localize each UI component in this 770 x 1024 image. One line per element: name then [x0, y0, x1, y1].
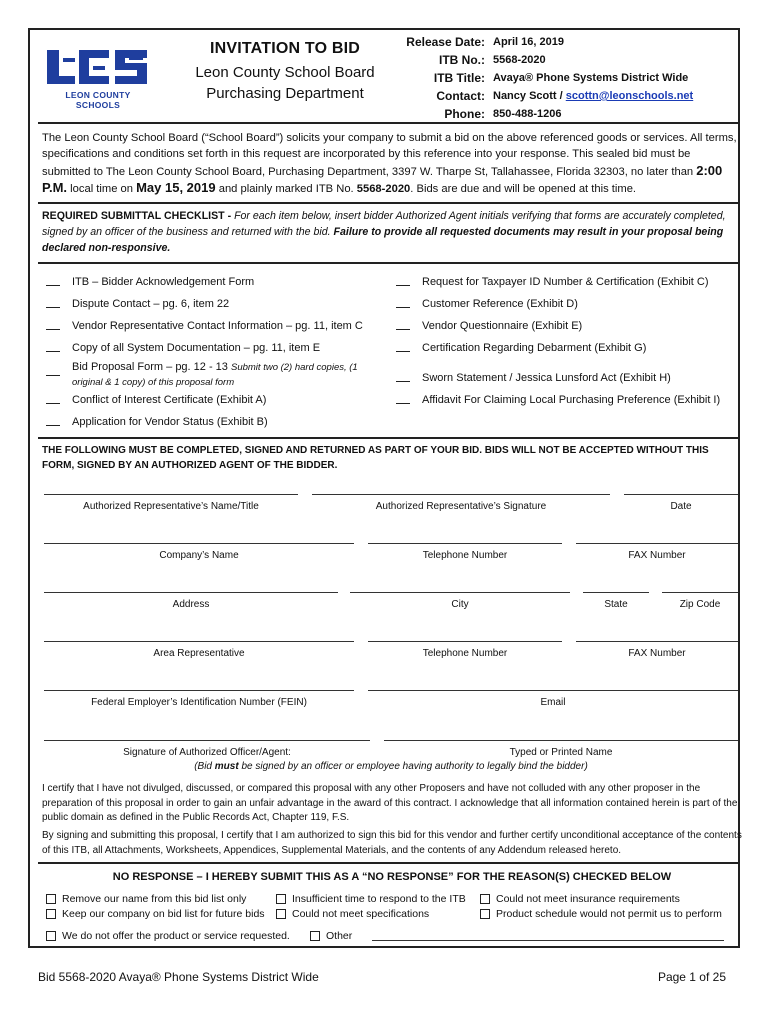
itb-no-label: ITB No.: — [439, 53, 485, 67]
contact-value — [493, 90, 693, 102]
contact-name: Nancy Scott / — [493, 90, 566, 102]
checklist-item — [396, 342, 646, 354]
checklist-item — [46, 360, 386, 390]
release-date-row — [395, 33, 735, 51]
checklist-item — [396, 320, 582, 332]
mandatory-notice: THE FOLLOWING MUST BE COMPLETED, SIGNED AND RETURNED AS PART OF YOUR BID. BIDS WILL NOT BE ACCEPTED WITHOUT THIS FORM, SIGNED BY AN AUTHORIZED AGENT OF THE BIDDER. — [42, 445, 709, 471]
zip-label: Zip Code — [679, 599, 721, 610]
checklist-item-label: Vendor Questionnaire (Exhibit E) — [422, 320, 583, 332]
officer-signature-label: Signature of Authorized Officer/Agent: — [123, 747, 291, 758]
option-label: Remove our name from this bid list only — [62, 893, 247, 905]
option-label: Product schedule would not permit us to perform — [496, 908, 722, 920]
option-label: Insufficient time to respond to the ITB — [292, 893, 466, 905]
address-line[interactable] — [44, 592, 338, 593]
no-response-option-other[interactable] — [310, 930, 352, 942]
zip-line[interactable] — [662, 592, 738, 593]
due-time: 2:00 P.M. — [42, 162, 723, 195]
certification-authority: By signing and submitting this proposal, I certify that I am authorized to sign this bid for this vendor and further certify unconditional acceptance of the contents of this ITB, all Attachments, Worksheets, Appendices, Supplemental Materials, and the contents of any Addendum released hereto. — [42, 830, 742, 856]
no-response-option[interactable] — [480, 908, 722, 920]
option-label: We do not offer the product or service requested. — [62, 930, 290, 942]
checklist-warning: Failure to provide all requested documents may result in your proposal being declared non-responsive. — [42, 226, 724, 254]
initials-blank[interactable] — [46, 416, 60, 426]
initials-blank[interactable] — [46, 276, 60, 286]
itb-title-row — [395, 69, 735, 87]
certification-collusion: I certify that I have not divulged, discussed, or compared this proposal with any other Proposers and have not colluded with any other proposer in the preparation of this proposal in order to gain an unfair advantage in the award of this contract. I acknowledge that all information contained herein is part of the public domain as defined in the Public Records Act, Chapter 119, F.S. — [42, 783, 738, 823]
itb-number: 5568-2020 — [356, 182, 411, 195]
signature-note-text: be signed by an officer or employee having authority to legally bind the bidder) — [238, 761, 588, 772]
page-title: INVITATION TO BID — [209, 40, 361, 57]
initials-blank[interactable] — [46, 394, 60, 404]
company-label: Company’s Name — [159, 550, 239, 561]
phone-value: 850-488-1206 — [493, 108, 562, 120]
initials-blank[interactable] — [396, 394, 410, 404]
checklist-item-label — [72, 360, 386, 390]
rep-signature-line[interactable] — [312, 494, 610, 495]
rep-name-line[interactable] — [44, 494, 298, 495]
no-response-option[interactable] — [46, 908, 265, 920]
no-response-option[interactable] — [46, 893, 246, 905]
checklist-item-label: Copy of all System Documentation – pg. 11, item E — [72, 342, 321, 354]
checkbox[interactable] — [46, 931, 56, 941]
fein-line[interactable] — [44, 690, 354, 691]
checklist-item-label: Customer Reference (Exhibit D) — [422, 298, 578, 310]
area-rep-line[interactable] — [44, 641, 354, 642]
checklist-item-label: Certification Regarding Debarment (Exhibit G) — [422, 342, 647, 354]
checklist-item — [396, 298, 578, 310]
leon-county-schools-logo — [45, 48, 151, 110]
checklist-item — [46, 276, 254, 288]
intro-text: and plainly marked ITB No. — [215, 182, 357, 195]
signature-note-emphasis: must — [214, 761, 239, 772]
checkbox[interactable] — [276, 909, 286, 919]
intro-text: The Leon County School Board (“School Board”) solicits your company to submit a bid on the above referenced goods or services. All terms, specifications and conditions set forth in this request are incorporated by this reference into your response. This sealed bid must be submitted to The Leon County School Board, Purchasing Department, 3397 W. Tharpe St, Tallahassee, Florida 32303, no later than — [42, 132, 737, 178]
itb-no-row — [395, 51, 735, 69]
bid-form-note: Submit two (2) hard copies, (1 original & 1 copy) of this proposal form — [72, 362, 358, 388]
title-block — [170, 40, 400, 102]
fax2-line[interactable] — [576, 641, 738, 642]
checkbox[interactable] — [46, 894, 56, 904]
initials-blank[interactable] — [396, 372, 410, 382]
phone2-line[interactable] — [368, 641, 562, 642]
checklist-item — [46, 320, 363, 332]
phone-row — [395, 105, 735, 123]
checklist-item — [46, 342, 320, 354]
area-rep-label: Area Representative — [153, 648, 245, 659]
state-label: State — [604, 599, 628, 610]
itb-no-value: 5568-2020 — [493, 54, 546, 66]
divider — [38, 262, 738, 264]
release-date-label: Release Date: — [406, 35, 485, 49]
rep-signature-label: Authorized Representative’s Signature — [375, 501, 547, 512]
checklist-item-label: Dispute Contact – pg. 6, item 22 — [72, 298, 230, 310]
checklist-item — [46, 416, 268, 428]
checklist-item — [46, 394, 266, 406]
no-response-option[interactable] — [46, 930, 290, 942]
due-date: May 15, 2019 — [136, 179, 216, 195]
checklist-item — [396, 372, 671, 384]
checklist-body: For each item below, insert bidder Authorized Agent initials verifying that forms are accurately completed, signed by an officer of the business and returned with the bid. — [42, 210, 726, 238]
initials-blank[interactable] — [46, 342, 60, 352]
checklist-item — [396, 276, 709, 288]
email-label: Email — [540, 697, 566, 708]
date-line[interactable] — [624, 494, 738, 495]
itb-title-value: Avaya® Phone Systems District Wide — [493, 72, 689, 84]
phone-line[interactable] — [368, 543, 562, 544]
phone2-label: Telephone Number — [422, 648, 508, 659]
no-response-title: NO RESPONSE – I HEREBY SUBMIT THIS AS A “NO RESPONSE” FOR THE REASON(S) CHECKED BELOW — [112, 871, 672, 883]
intro-text: . Bids are due and will be opened at this time. — [410, 182, 637, 195]
initials-blank[interactable] — [396, 276, 410, 286]
initials-blank[interactable] — [396, 320, 410, 330]
option-label: Other — [326, 930, 353, 942]
option-label: Could not meet insurance requirements — [496, 893, 680, 905]
itb-meta — [395, 33, 735, 123]
option-label: Keep our company on bid list for future bids — [62, 908, 265, 920]
divider — [38, 202, 738, 204]
signature-note — [44, 761, 738, 772]
checkbox[interactable] — [46, 909, 56, 919]
officer-signature-line[interactable] — [44, 740, 370, 741]
checkbox[interactable] — [480, 894, 490, 904]
fein-label: Federal Employer’s Identification Number (FEIN) — [91, 697, 307, 708]
date-label: Date — [670, 501, 692, 512]
initials-blank[interactable] — [396, 342, 410, 352]
company-line[interactable] — [44, 543, 354, 544]
option-label: Could not meet specifications — [292, 908, 430, 920]
department-name: Purchasing Department — [206, 85, 364, 102]
itb-title-label: ITB Title: — [433, 71, 485, 85]
intro-text: local time on — [67, 182, 137, 195]
address-label: Address — [172, 599, 210, 610]
divider — [38, 862, 738, 864]
no-response-option[interactable] — [276, 908, 429, 920]
footer-page-number: Page 1 of 25 — [657, 970, 726, 984]
fax2-label: FAX Number — [628, 648, 686, 659]
initials-blank[interactable] — [46, 298, 60, 308]
phone-field-label: Telephone Number — [422, 550, 508, 561]
intro-paragraph — [42, 130, 737, 197]
divider — [38, 437, 738, 439]
checklist-item-label: Vendor Representative Contact Information – pg. 11, item C — [72, 320, 363, 332]
initials-blank[interactable] — [396, 298, 410, 308]
state-line[interactable] — [583, 592, 649, 593]
typed-name-line[interactable] — [384, 740, 738, 741]
rep-name-label: Authorized Representative’s Name/Title — [83, 501, 259, 512]
bid-form-label: Bid Proposal Form – pg. 12 - 13 — [72, 361, 228, 373]
checklist-item — [46, 298, 229, 310]
contact-label: Contact: — [436, 89, 485, 103]
contact-email-link[interactable]: scottn@leonschools.net — [565, 90, 694, 102]
release-date-value: April 16, 2019 — [493, 36, 564, 48]
typed-name-label: Typed or Printed Name — [509, 747, 613, 758]
checkbox[interactable] — [310, 931, 320, 941]
checkbox[interactable] — [276, 894, 286, 904]
city-line[interactable] — [350, 592, 570, 593]
checklist-item-label: ITB – Bidder Acknowledgement Form — [72, 276, 255, 288]
initials-blank[interactable] — [46, 320, 60, 330]
footer-bid-title: Bid 5568-2020 Avaya® Phone Systems District Wide — [38, 970, 319, 984]
checklist-item-label: Conflict of Interest Certificate (Exhibit A) — [72, 394, 267, 406]
checklist-item-label: Sworn Statement / Jessica Lunsford Act (Exhibit H) — [422, 372, 671, 384]
checkbox[interactable] — [480, 909, 490, 919]
checklist-heading: REQUIRED SUBMITTAL CHECKLIST - — [42, 210, 235, 222]
checklist-instructions — [42, 208, 732, 256]
fax-label: FAX Number — [628, 550, 686, 561]
divider — [38, 122, 738, 124]
checklist-item-label: Application for Vendor Status (Exhibit B) — [72, 416, 268, 428]
other-reason-line[interactable] — [372, 940, 724, 941]
signature-note-text: (Bid — [194, 761, 215, 772]
phone-label: Phone: — [444, 107, 485, 121]
checklist-item-label: Request for Taxpayer ID Number & Certification (Exhibit C) — [422, 276, 709, 288]
board-name: Leon County School Board — [195, 64, 375, 81]
fax-line[interactable] — [576, 543, 738, 544]
no-response-option[interactable] — [276, 893, 466, 905]
city-label: City — [451, 599, 469, 610]
checklist-item-label: Affidavit For Claiming Local Purchasing Preference (Exhibit I) — [422, 394, 721, 406]
email-line[interactable] — [368, 690, 738, 691]
no-response-option[interactable] — [480, 893, 680, 905]
checklist-item — [396, 394, 720, 406]
initials-blank[interactable] — [46, 366, 60, 376]
logo-caption: LEON COUNTY SCHOOLS — [65, 90, 131, 110]
contact-row — [395, 87, 735, 105]
